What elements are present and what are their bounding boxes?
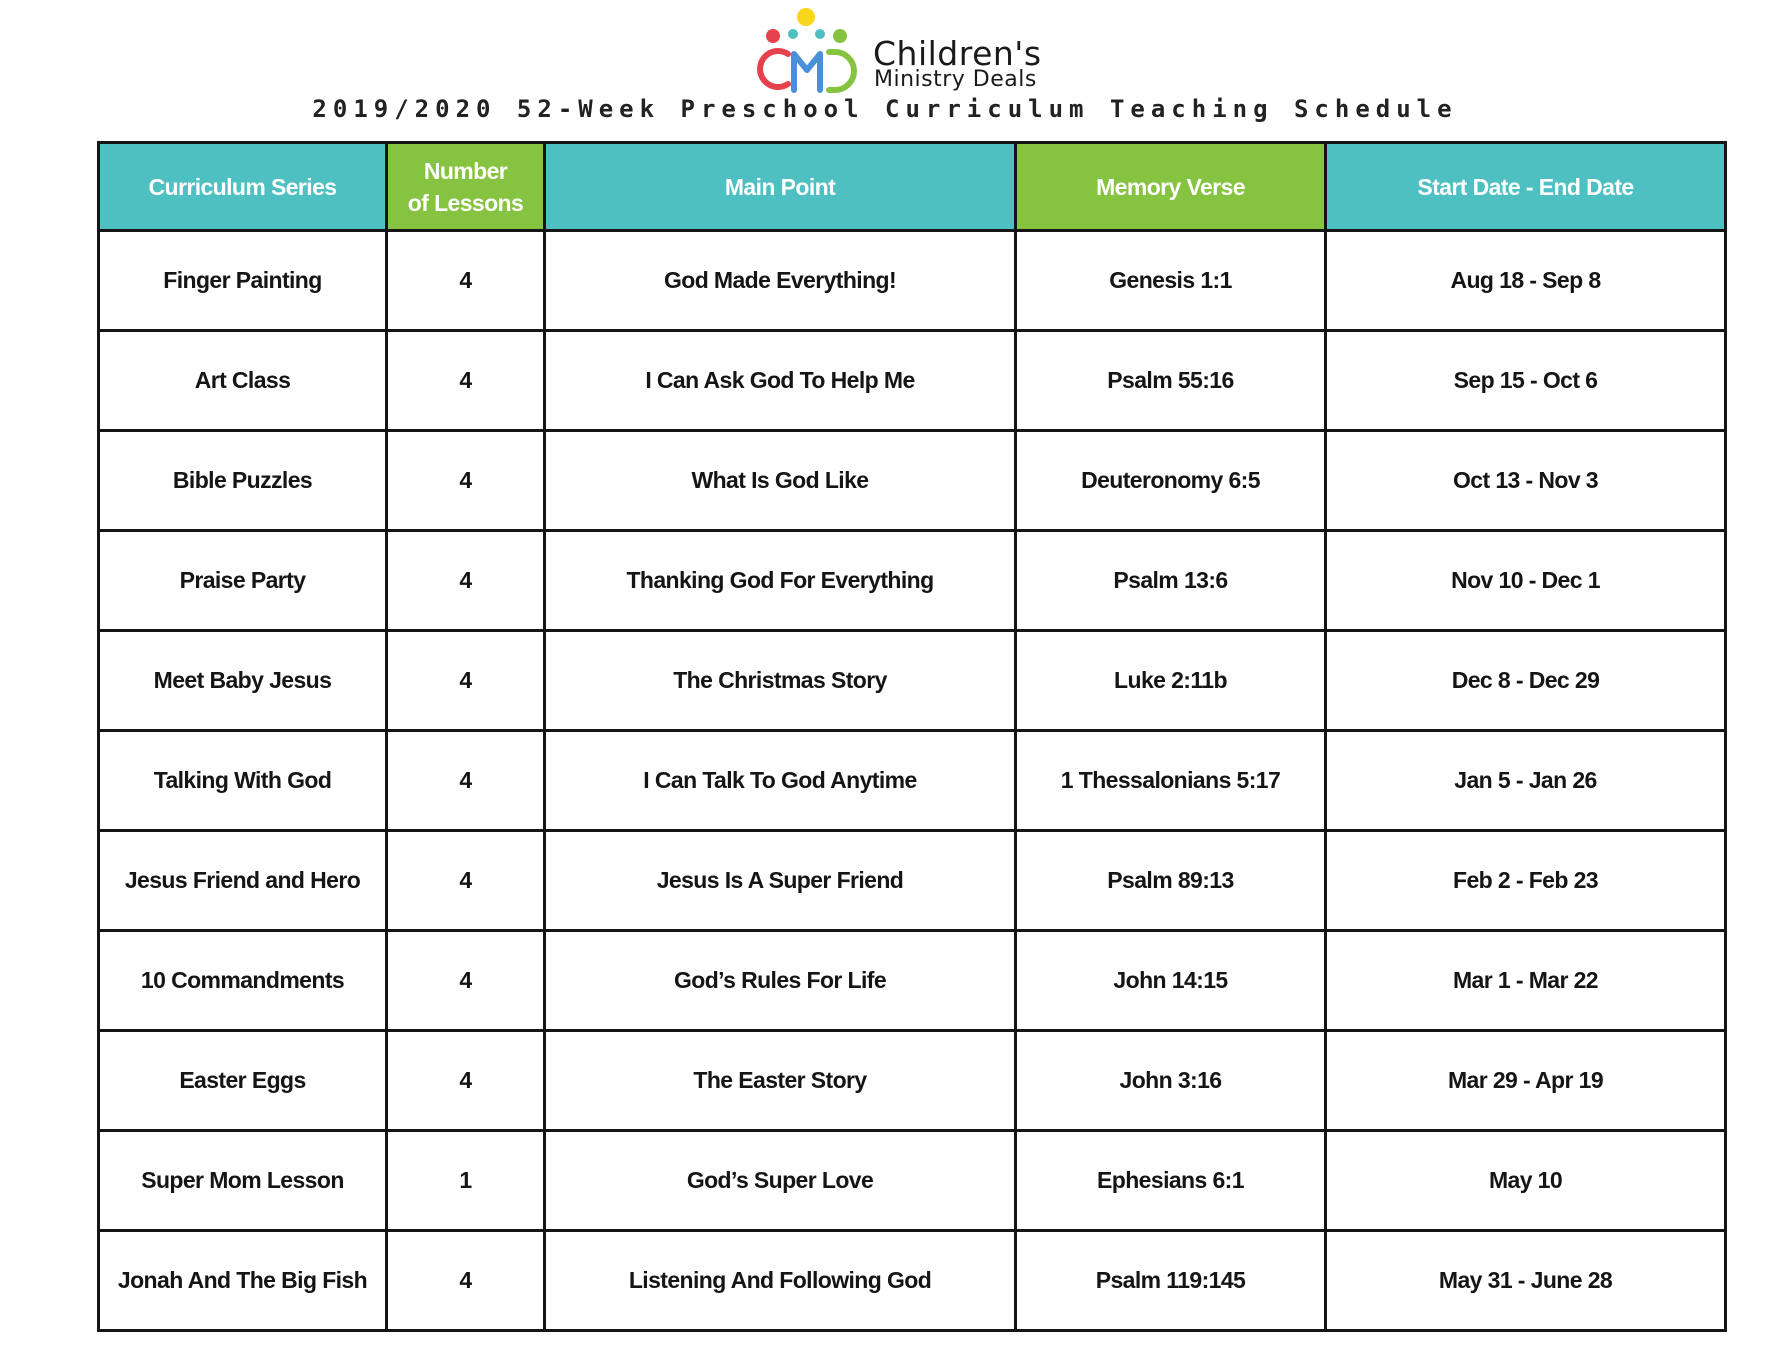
table-header-row: [99, 143, 1726, 231]
table-row: [99, 231, 1726, 331]
header-number-line1: Number: [423, 157, 508, 184]
cell-dates: Feb 2 - Feb 23: [1326, 831, 1726, 931]
table-row: [99, 831, 1726, 931]
brand-name: Children's: [873, 34, 1042, 73]
cell-series: Jonah And The Big Fish: [99, 1231, 387, 1331]
cell-main-point: The Easter Story: [545, 1031, 1016, 1131]
table-row: [99, 1231, 1726, 1331]
cell-main-point: I Can Ask God To Help Me: [545, 331, 1016, 431]
schedule-table: [97, 141, 1727, 1332]
table-row: [99, 1131, 1726, 1231]
cell-main-point: God Made Everything!: [545, 231, 1016, 331]
cell-series: Bible Puzzles: [99, 431, 387, 531]
cell-memory-verse: Psalm 55:16: [1016, 331, 1326, 431]
table-row: [99, 731, 1726, 831]
cmd-logo: [750, 4, 1060, 96]
cell-dates: Oct 13 - Nov 3: [1326, 431, 1726, 531]
cell-main-point: God’s Rules For Life: [545, 931, 1016, 1031]
cell-series: Art Class: [99, 331, 387, 431]
header-dates: Start Date - End Date: [1326, 143, 1726, 231]
table-row: [99, 331, 1726, 431]
cell-memory-verse: Psalm 13:6: [1016, 531, 1326, 631]
cell-count: 4: [387, 731, 545, 831]
header-curriculum-series: Curriculum Series: [99, 143, 387, 231]
cell-memory-verse: Psalm 119:145: [1016, 1231, 1326, 1331]
cell-count: 4: [387, 831, 545, 931]
header-number-line2: of Lessons: [407, 189, 524, 216]
cell-series: Easter Eggs: [99, 1031, 387, 1131]
cell-count: 4: [387, 431, 545, 531]
table-row: [99, 931, 1726, 1031]
cell-main-point: God’s Super Love: [545, 1131, 1016, 1231]
cell-count: 4: [387, 931, 545, 1031]
cell-memory-verse: Genesis 1:1: [1016, 231, 1326, 331]
cmd-logo-mark-icon: [750, 4, 870, 96]
cell-dates: Dec 8 - Dec 29: [1326, 631, 1726, 731]
header-number-of-lessons: [387, 143, 545, 231]
brand-subtitle: Ministry Deals: [874, 67, 1037, 92]
cell-dates: Mar 1 - Mar 22: [1326, 931, 1726, 1031]
cell-memory-verse: John 3:16: [1016, 1031, 1326, 1131]
cell-series: Jesus Friend and Hero: [99, 831, 387, 931]
cell-memory-verse: 1 Thessalonians 5:17: [1016, 731, 1326, 831]
page-title: 2019/2020 52-Week Preschool Curriculum Teaching Schedule: [312, 95, 1458, 123]
page-header: [0, 0, 1770, 140]
cell-count: 4: [387, 631, 545, 731]
cell-series: Meet Baby Jesus: [99, 631, 387, 731]
cell-dates: May 10: [1326, 1131, 1726, 1231]
cell-memory-verse: Deuteronomy 6:5: [1016, 431, 1326, 531]
cell-memory-verse: Psalm 89:13: [1016, 831, 1326, 931]
cell-count: 4: [387, 1231, 545, 1331]
table-row: [99, 531, 1726, 631]
cell-dates: Nov 10 - Dec 1: [1326, 531, 1726, 631]
cell-series: Super Mom Lesson: [99, 1131, 387, 1231]
cell-series: 10 Commandments: [99, 931, 387, 1031]
cell-count: 4: [387, 1031, 545, 1131]
cell-memory-verse: Luke 2:11b: [1016, 631, 1326, 731]
table-row: [99, 1031, 1726, 1131]
cell-main-point: Thanking God For Everything: [545, 531, 1016, 631]
cell-main-point: What Is God Like: [545, 431, 1016, 531]
cell-memory-verse: John 14:15: [1016, 931, 1326, 1031]
header-memory-verse: Memory Verse: [1016, 143, 1326, 231]
cell-series: Finger Painting: [99, 231, 387, 331]
cell-main-point: Listening And Following God: [545, 1231, 1016, 1331]
cell-memory-verse: Ephesians 6:1: [1016, 1131, 1326, 1231]
table-row: [99, 431, 1726, 531]
cell-dates: Jan 5 - Jan 26: [1326, 731, 1726, 831]
cell-count: 4: [387, 531, 545, 631]
table-row: [99, 631, 1726, 731]
cell-series: Talking With God: [99, 731, 387, 831]
cell-count: 4: [387, 331, 545, 431]
cell-dates: Mar 29 - Apr 19: [1326, 1031, 1726, 1131]
cell-main-point: Jesus Is A Super Friend: [545, 831, 1016, 931]
cell-main-point: The Christmas Story: [545, 631, 1016, 731]
cell-main-point: I Can Talk To God Anytime: [545, 731, 1016, 831]
cell-series: Praise Party: [99, 531, 387, 631]
cell-count: 1: [387, 1131, 545, 1231]
cell-dates: May 31 - June 28: [1326, 1231, 1726, 1331]
header-main-point: Main Point: [545, 143, 1016, 231]
cell-dates: Aug 18 - Sep 8: [1326, 231, 1726, 331]
cell-count: 4: [387, 231, 545, 331]
cell-dates: Sep 15 - Oct 6: [1326, 331, 1726, 431]
